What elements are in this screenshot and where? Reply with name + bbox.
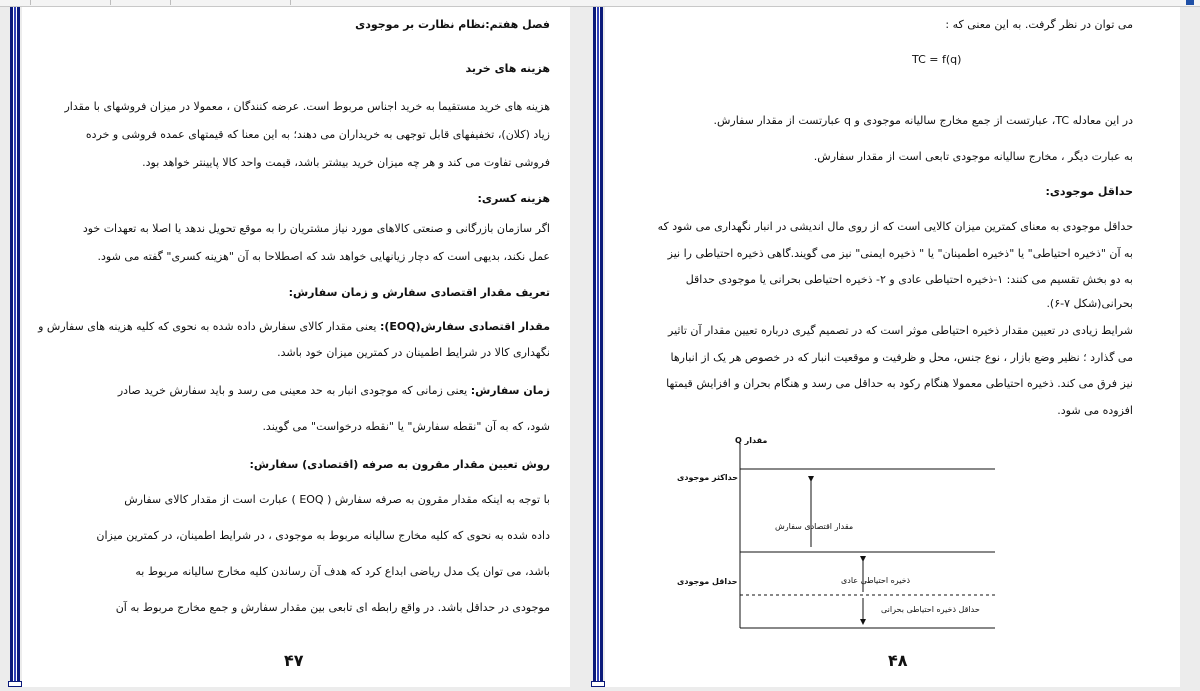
purchase-cost-heading: هزینه های خرید: [465, 62, 550, 75]
document-page-47: [22, 7, 570, 687]
tab-divider: [30, 0, 111, 5]
document-page-48: [605, 7, 1180, 687]
paragraph-line: شرایط زیادی در تعیین مقدار ذخیره احتیاطی موثر است که در تصمیم گیری درباره تعیین مقدار آن تاثیر: [668, 324, 1133, 337]
paragraph-line: هزینه های خرید مستقیما به خرید اجناس مربوط است. عرضه کنندگان ، معمولا در میزان فروشهای با مقدار: [64, 100, 550, 113]
paragraph-line: به دو بخش تقسیم می کنند: ۱-ذخیره احتیاطی عادی و ۲- ذخیره احتیاطی بحرانی یا موجودی حداقل: [685, 273, 1133, 286]
paragraph-line: عمل نکند، بدیهی است که دچار زیانهایی خواهد شد که اصطلاحا به آن "هزینه کسری" گفته می شود.: [97, 250, 550, 263]
paragraph-line: موجودی در حداقل باشد. در واقع رابطه ای تابعی بین مقدار سفارش و جمع مخارج مربوط به آن: [115, 601, 550, 614]
shortage-cost-heading: هزینه کسری:: [477, 192, 550, 205]
eoq-label: مقدار اقتصادی سفارش: [775, 522, 854, 531]
eoq-definition-text: یعنی مقدار کالای سفارش داده شده به نحوی که کلیه هزینه های سفارش و: [38, 320, 380, 333]
figure-axis-label: مقدار Q: [735, 436, 768, 445]
paragraph-line: می گذارد ؛ نظیر وضع بازار ، نوع جنس، محل و ظرفیت و موقعیت انبار که در خصوص هر یک از انبارها: [670, 351, 1133, 364]
tab-divider: [170, 0, 291, 5]
max-inventory-label: حداکثر موجودی: [677, 473, 738, 482]
method-heading: روش تعیین مقدار مقرون به صرفه (اقتصادی) سفارش:: [249, 458, 550, 471]
paragraph-line: شود، که به آن "نقطه سفارش" یا "نقطه درخواست" می گویند.: [262, 420, 550, 433]
eoq-term: مقدار اقتصادی سفارش(EOQ):: [379, 320, 550, 333]
paragraph-line: افزوده می شود.: [1057, 404, 1133, 417]
order-time-text: یعنی زمانی که موجودی انبار به حد معینی می رسد و باید سفارش خرید صادر: [117, 384, 471, 397]
page-number: ۴۷: [284, 651, 304, 670]
left-page-outer-border: [10, 7, 20, 687]
paragraph-line: نگهداری کالا در شرایط اطمینان در کمترین میزان خود باشد.: [277, 346, 550, 359]
intro-line: می توان در نظر گرفت. به این معنی که :: [945, 18, 1133, 31]
order-time-line: [118, 384, 550, 398]
paragraph-line: زیاد (کلان)، تخفیفهای قابل توجهی به خریداران می دهند؛ به این معنا که قیمتهای عمده فروشی و خرده: [85, 128, 550, 141]
right-page-inner-border: [593, 7, 603, 687]
paragraph-line: اگر سازمان بازرگانی و صنعتی کالاهای مورد نیاز مشتریان را به موقع تحویل ندهد یا اصلا به تعهدات خود: [82, 222, 550, 235]
page-number: ۴۸: [888, 651, 908, 670]
viewer-top-strip: [0, 0, 1200, 7]
paragraph-line: داده شده به نحوی که کلیه مخارج سالیانه مربوط به موجودی ، در شرایط اطمینان، در کمترین میزان: [96, 529, 550, 542]
formula: TC = f(q): [912, 53, 962, 66]
paragraph-line: حداقل موجودی به معنای کمترین میزان کالایی است که از روی مال اندیشی در انبار نگهداری می شود که: [657, 220, 1133, 233]
paragraph-line: باشد، می توان یک مدل ریاضی ابداع کرد که هدف آن رساندن کلیه مخارج سالیانه مربوط به: [135, 565, 550, 578]
paragraph-line: به آن "ذخیره احتیاطی" یا "ذخیره اطمینان" یا " ذخیره ایمنی" نیز می گویند.گاهی ذخیره احتیاطی را نیز: [667, 247, 1133, 260]
min-inventory-label: حداقل موجودی: [677, 577, 738, 586]
paragraph-line: به عبارت دیگر ، مخارج سالیانه موجودی تابعی است از مقدار سفارش.: [813, 150, 1133, 163]
tab-divider: [0, 0, 31, 5]
tab-divider: [110, 0, 171, 5]
paragraph-line: در این معادله TC، عبارتست از جمع مخارج سالیانه موجودی و q عبارتست از مقدار سفارش.: [713, 114, 1133, 127]
chapter-title: فصل هفتم:نظام نظارت بر موجودی: [355, 18, 550, 31]
window-indicator-icon: [1186, 0, 1194, 5]
critical-safety-label: حداقل ذخیره احتیاطی بحرانی: [881, 605, 980, 614]
paragraph-line: فروشی تفاوت می کند و هر چه میزان خرید بیشتر باشد، قیمت واحد کالا پایینتر خواهد بود.: [142, 156, 550, 169]
paragraph-line: با توجه به اینکه مقدار مقرون به صرفه سفارش ( EOQ ) عبارت است از مقدار کالای سفارش: [124, 493, 550, 506]
eoq-definition-line: [38, 320, 550, 334]
normal-safety-label: ذخیره احتیاطی عادی: [841, 576, 911, 585]
min-inventory-heading: حداقل موجودی:: [1045, 185, 1133, 198]
paragraph-line: بحرانی(شکل ۷-۶).: [1046, 297, 1133, 310]
eoq-definition-heading: تعریف مقدار اقتصادی سفارش و زمان سفارش:: [288, 286, 550, 299]
paragraph-line: نیز فرق می کند. ذخیره احتیاطی معمولا هنگام رکود به حداقل می رسد و هنگام بحران و افزایش قیمتها: [666, 377, 1133, 390]
order-time-term: زمان سفارش:: [470, 384, 550, 397]
